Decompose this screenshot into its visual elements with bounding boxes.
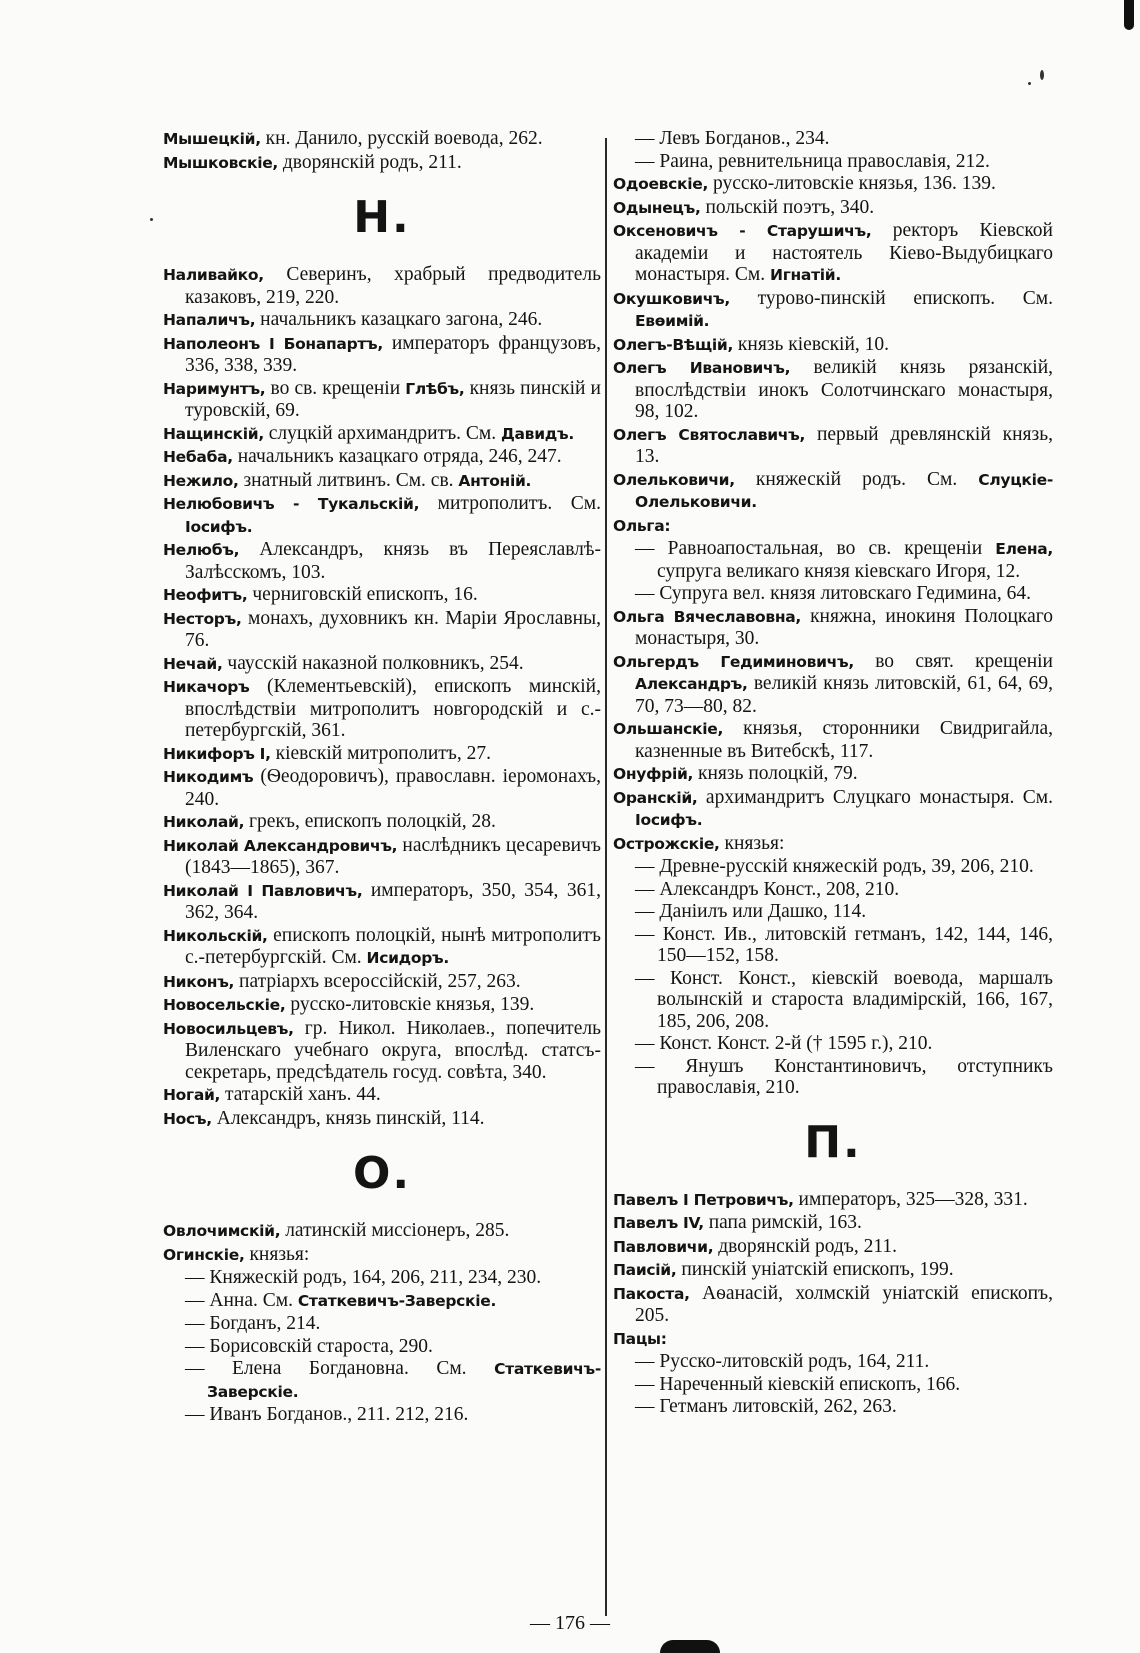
entry-headword: Ногай, [163,1086,221,1104]
entry-text: кн. Данило, русскій воевода, 262. [260,128,543,149]
index-entry [613,1328,1053,1351]
index-subentry [163,1358,601,1403]
index-entry [613,288,1053,333]
cross-reference: Игнатій. [770,266,841,284]
entry-text: супруга великаго князя кіевскаго Игоря, 12. [657,560,1021,582]
entry-headword: Новосильцевъ, [163,1019,294,1038]
entry-text: Северинъ, храбрый предводитель казаковъ, 219, 220. [185,264,601,308]
index-subentry [613,1396,1053,1418]
index-entry [163,925,601,970]
index-entry [163,811,601,834]
entry-headword: Олегъ-Вѣщій, [613,335,734,354]
index-entry [163,264,601,308]
entry-text: — Иванъ Богданов., 211. 212, 216. [185,1404,469,1425]
index-entry [613,173,1053,196]
entry-text: — Конст. Ив., литовскій гетманъ, 142, 144, 146, 150—152, 158. [635,923,1053,966]
index-entry [163,423,601,446]
entry-text: — Александръ Конст., 208, 210. [635,878,900,900]
entry-text: — Княжескій родъ, 164, 206, 211, 234, 230. [185,1267,542,1288]
index-entry [163,470,601,493]
index-entry [163,309,601,332]
index-subentry [613,1374,1053,1396]
entry-headword: Ольшанскіе, [613,720,724,738]
entry-text: начальникъ казацкаго отряда, 246, 247. [232,446,562,467]
index-subentry [163,1336,601,1358]
entry-headword: Овлочимскій, [163,1222,281,1240]
index-entry [613,424,1053,468]
entry-headword: Олегъ Святославичъ, [613,425,806,444]
index-entry [613,1236,1053,1259]
entry-text: русско-литовскіе князья, 136. 139. [708,173,996,194]
index-entry [613,469,1053,514]
index-entry [163,584,601,607]
entry-text: во св. крещеніи [265,377,406,399]
index-entry [613,718,1053,762]
entry-headword: Оранскій, [613,788,698,807]
entry-headword: Наливайко, [163,266,264,284]
entry-headword: Нечай, [163,654,223,673]
index-entry [163,152,601,175]
entry-headword: Николай Александровичъ, [163,836,398,855]
index-entry [163,378,601,422]
index-entry [613,515,1053,538]
entry-headword: Павелъ I Петровичъ, [613,1190,794,1209]
entry-text: наслѣдникъ цесаревичъ (1843—1865), 367. [185,834,601,878]
corner-mark [1124,0,1134,30]
entry-text: — Гетманъ литовскій, 262, 263. [635,1396,897,1417]
entry-text: великій князь литовскій, 61, 64, 69, 70, 73—80, 82. [635,673,1053,717]
cross-reference: Глѣбъ, [405,379,465,398]
entry-headword: Никифоръ I, [163,744,271,763]
entry-text: Александръ, князь пинскій, 114. [211,1107,485,1129]
entry-text: князь полоцкій, 79. [693,763,858,784]
entry-headword: Окушковичъ, [613,289,730,308]
entry-headword: Пацы: [613,1329,667,1348]
index-subentry [613,856,1053,878]
entry-headword: Нежило, [163,471,239,490]
index-entry [613,1189,1053,1212]
index-entry [163,1244,601,1267]
entry-text: — Нареченный кіевскій епископъ, 166. [635,1373,961,1395]
page-number: — 176 — [530,1612,610,1634]
entry-headword: Никонъ, [163,972,235,991]
entry-text: дворянскій родъ, 211. [713,1235,898,1257]
index-subentry [613,583,1053,605]
right-column [613,128,1053,1419]
index-entry [163,128,601,151]
cross-reference: Давидъ. [501,424,574,443]
cross-reference: Іосифъ. [185,517,253,536]
index-entry [163,1084,601,1107]
entry-text: князь кіевскій, 10. [733,333,890,355]
cross-reference: Статкевичъ-Заверскіе. [297,1291,497,1310]
entry-text: княжна, инокиня Полоцкаго монастыря, 30. [635,605,1054,649]
entry-text: великій князь рязанскій, впослѣдствіи инокъ Солотчинскаго монастыря, 98, 102. [635,357,1054,422]
index-entry [163,446,601,469]
index-entry [613,787,1053,832]
index-entry [163,743,601,766]
entry-headword: Павловичи, [613,1237,714,1256]
entry-headword: Напаличъ, [163,311,256,329]
entry-text: чаусскій наказной полковникъ, 254. [222,652,524,674]
index-entry [163,1220,601,1243]
index-subentry [613,151,1053,173]
entry-headword: Пакоста, [613,1284,690,1303]
index-entry [613,1283,1053,1327]
entry-text: — Древне-русскій княжескій родъ, 39, 206, 210. [635,856,1034,877]
entry-text: монахъ, духовникъ кн. Маріи Ярославны, 76. [185,607,601,651]
entry-text: епископъ полоцкій, нынѣ митрополитъ с.-петербургскій. См. [185,924,601,968]
entry-headword: Нелюбъ, [163,541,240,559]
index-entry [163,994,601,1017]
index-subentry [613,538,1053,582]
entry-text: императоръ, 325—328, 331. [793,1188,1028,1210]
entry-text: кіевскій митрополитъ, 27. [270,742,491,764]
entry-text: знатный литвинъ. См. св. [238,469,459,491]
entry-text: пинскій уніатскій епископъ, 199. [676,1259,954,1280]
entry-text: (Клементьевскій), епископъ минскій, впослѣдствіи митрополитъ новгородскій и с.-петербургскій, 361. [185,676,601,741]
index-entry [163,333,601,377]
entry-text: — Равноапостальная, во св. крещеніи [635,538,996,559]
section-letter: О. [352,1148,412,1199]
entry-text: — Даніилъ или Дашко, 114. [635,901,867,922]
entry-text: дворянскій родъ, 211. [278,151,462,173]
entry-headword: Наримунтъ, [163,379,266,398]
entry-text: императоръ французовъ, 336, 338, 339. [185,332,601,376]
cross-reference: Статкевичъ-Заверскіе. [207,1360,601,1401]
entry-headword: Николай I Павловичъ, [163,881,363,900]
entry-text: — Елена Богдановна. См. [185,1358,495,1379]
entry-headword: Нелюбовичъ - Тукальскій, [163,495,420,513]
index-subentry [163,1290,601,1313]
index-entry [163,835,601,879]
index-subentry [613,1056,1053,1099]
entry-text: князья: [719,832,785,854]
index-entry [163,1018,601,1084]
index-entry [163,539,601,583]
cross-reference: Антоній. [458,471,532,490]
speck [1040,70,1044,80]
index-entry [613,1212,1053,1235]
index-subentry [163,1404,601,1426]
entry-text: Аѳанасій, холмскій уніатскій епископъ, 205. [635,1282,1053,1326]
entry-headword: Новосельскіе, [163,996,286,1014]
index-entry [163,676,601,742]
entry-headword: Паисій, [613,1261,677,1279]
entry-headword: Оксеновичъ - Старушичъ, [613,222,872,240]
index-entry [163,653,601,676]
entry-text: (Ѳеодоровичъ), православн. іеромонахъ, 240. [185,766,601,810]
index-entry [163,1108,601,1131]
entry-headword: Нащинскій, [163,424,264,443]
entry-text: — Супруга вел. князя литовскаго Гедимина, 64. [635,583,1031,604]
entry-headword: Ольга Вячеславовна, [613,607,802,626]
entry-text: первый древлянскій князь, 13. [635,423,1053,467]
entry-text: черниговскій епископъ, 16. [247,584,478,605]
entry-text: митрополитъ. См. [419,493,601,514]
entry-headword: Неофитъ, [163,586,248,604]
entry-text: ректоръ Кіевской академіи и настоятель Кіево-Выдубицкаго монастыря. См. [635,220,1053,285]
index-subentry [613,901,1053,923]
index-entry [613,1259,1053,1282]
speck [1028,82,1031,85]
entry-text: гр. Никол. Николаев., попечитель Виленскаго учебнаго округа, впослѣд. статсъ-секретарь, предсѣдатель госуд. совѣта, 340. [185,1017,601,1083]
entry-text: — Русско-литовскій родъ, 164, 211. [635,1351,930,1372]
entry-text: императоръ, 350, 354, 361, 362, 364. [185,879,601,923]
entry-text: — Богданъ, 214. [185,1313,321,1334]
entry-text: русско-литовскіе князья, 139. [285,994,535,1015]
entry-headword: Никодимъ [163,768,254,786]
entry-text: начальникъ казацкаго загона, 246. [255,309,543,330]
entry-text: латинскій миссіонеръ, 285. [280,1220,510,1241]
index-subentry [613,128,1053,150]
entry-text: во свят. крещеніи [853,650,1053,672]
index-entry [613,833,1053,856]
index-entry [613,763,1053,786]
entry-text: князья: [244,1243,310,1265]
index-subentry [613,1351,1053,1373]
index-subentry [163,1313,601,1335]
index-entry [613,357,1053,423]
speck [150,218,153,221]
index-entry [613,334,1053,357]
entry-headword: Наполеонъ I Бонапартъ, [163,334,383,353]
entry-headword: Носъ, [163,1109,212,1128]
entry-text: княжескій родъ. См. [734,468,979,490]
entry-text: архимандритъ Слуцкаго монастыря. См. [697,786,1053,808]
entry-text: — Борисовскій староста, 290. [185,1335,433,1357]
index-subentry [613,924,1053,967]
entry-text: грекъ, епископъ полоцкій, 28. [244,811,496,832]
entry-headword: Одынецъ, [613,198,701,217]
entry-headword: Ольга: [613,516,671,535]
index-entry [163,880,601,924]
entry-text: — Янушъ Константиновичъ, отступникъ православія, 210. [635,1055,1053,1098]
cross-reference: Евѳимій. [635,312,710,330]
entry-headword: Ольгердъ Гедиминовичъ, [613,652,854,671]
entry-text: — Конст. Конст., кіевскій воевода, маршалъ волынскій и староста владимірскій, 166, 167, 185, 206, 208. [635,967,1053,1032]
index-subentry [613,879,1053,901]
entry-headword: Несторъ, [163,609,242,628]
index-subentry [163,1267,601,1289]
entry-headword: Небаба, [163,448,233,466]
cross-reference: Александръ, [635,675,748,693]
index-entry [163,608,601,652]
entry-text: татарскій ханъ. 44. [220,1084,381,1105]
entry-headword: Никачоръ [163,678,250,696]
entry-text: — Раина, ревнительница православія, 212. [635,150,990,172]
cross-reference: Іосифъ. [635,811,703,829]
index-subentry [613,968,1053,1033]
entry-text: патріархъ всероссійскій, 257, 263. [234,970,521,992]
cross-reference: Елена, [995,540,1053,558]
entry-text: князья, сторонники Свидригайла, казненные въ Витебскѣ, 117. [635,718,1053,762]
index-entry [613,606,1053,650]
entry-headword: Огинскіе, [163,1245,245,1264]
index-entry [613,651,1053,718]
entry-text: Александръ, князь въ Переяславлѣ-Залѣсскомъ, 103. [185,539,601,583]
entry-text: — Конст. Конст. 2-й († 1595 г.), 210. [635,1033,933,1054]
column-divider [605,138,607,1616]
index-entry [163,766,601,810]
ornament [660,1640,720,1653]
entry-text: турово-пинскій епископъ. См. [729,287,1053,309]
entry-headword: Острожскіе, [613,834,720,853]
cross-reference: Слуцкіе-Олельковичи. [635,470,1053,511]
entry-headword: Одоевскіе, [613,175,709,193]
index-entry [613,220,1053,287]
section-letter: П. [804,1116,862,1168]
section-letter: Н. [353,192,411,243]
entry-headword: Николай, [163,813,245,831]
entry-text: — Анна. См. [185,1289,298,1311]
entry-headword: Никольскій, [163,926,268,945]
entry-text: слуцкій архимандритъ. См. [263,422,502,444]
entry-headword: Павелъ IV, [613,1214,704,1232]
entry-text: — Левъ Богданов., 234. [635,128,830,149]
entry-headword: Олельковичи, [613,470,735,489]
entry-headword: Олегъ Ивановичъ, [613,359,791,377]
entry-headword: Мышецкій, [163,130,261,148]
entry-text: польскій поэтъ, 340. [700,196,875,218]
entry-headword: Онуфрій, [613,765,694,783]
entry-headword: Мышковскіе, [163,153,279,172]
index-subentry [613,1033,1053,1055]
left-column [163,128,601,1427]
entry-text: папа римскій, 163. [703,1212,862,1233]
entry-text: князь пинскій и туровскій, 69. [185,377,601,421]
index-entry [163,493,601,538]
index-entry [163,971,601,994]
index-entry [613,197,1053,220]
cross-reference: Исидоръ. [366,949,449,967]
